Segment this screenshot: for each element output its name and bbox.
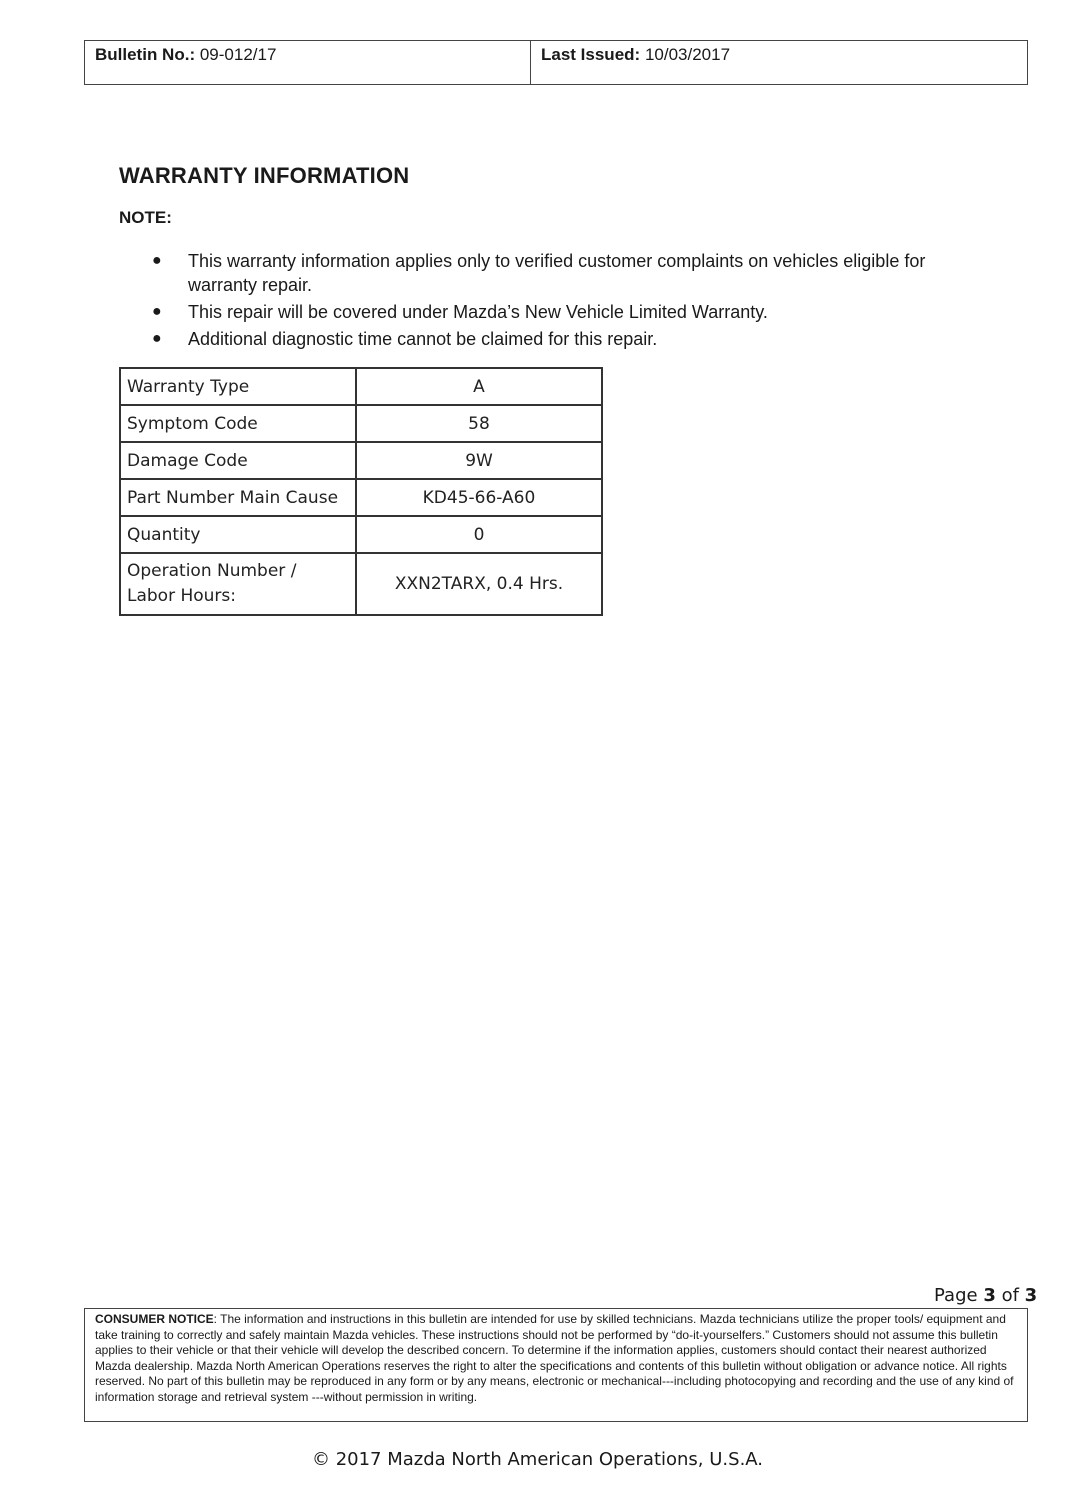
- last-issued-cell: [531, 41, 1027, 84]
- note-list: [150, 249, 990, 354]
- consumer-notice-text: : The information and instructions in this bulletin are intended for use by skilled technicians. Mazda technicians utilize the proper tools/ equipment and take training to correctly and safely maintain Mazda vehicles. These instructions should not be performed by “do-it-yourselfers.” Customers should not assume this bulletin applies to their vehicle or that their vehicle will develop the described concern. To determine if the information applies, customers should contact their nearest authorized Mazda dealership. Mazda North American Operations reserves the right to alter the specifications and contents of this bulletin without obligation or advance notice. All rights reserved. No part of this bulletin may be reproduced in any form or by any means, electronic or mechanical---including photocopying and recording and the use of any kind of information storage and retrieval system ---without permission in writing.: [95, 1312, 1014, 1404]
- bulletin-number-cell: [85, 41, 531, 84]
- part-number-label: Part Number Main Cause: [120, 479, 356, 516]
- page-prefix: Page: [934, 1285, 978, 1306]
- table-row: [120, 368, 602, 405]
- part-number-value: KD45-66-A60: [356, 479, 602, 516]
- consumer-notice-label: CONSUMER NOTICE: [95, 1312, 214, 1326]
- note-label: NOTE:: [119, 208, 172, 227]
- last-issued-value: 10/03/2017: [644, 45, 731, 64]
- bullet-icon: ●: [152, 252, 162, 269]
- warranty-table: [119, 367, 603, 616]
- table-row: [120, 442, 602, 479]
- table-row: [120, 405, 602, 442]
- last-issued-label: Last Issued:: [541, 45, 641, 64]
- damage-code-value: 9W: [356, 442, 602, 479]
- symptom-code-label: Symptom Code: [120, 405, 356, 442]
- note-item: [150, 249, 990, 297]
- page-number: [934, 1285, 1037, 1306]
- note-text: This warranty information applies only to verified customer complaints on vehicles eligible for warranty repair.: [188, 251, 926, 295]
- bullet-icon: ●: [152, 330, 162, 347]
- damage-code-label: Damage Code: [120, 442, 356, 479]
- section-title: WARRANTY INFORMATION: [119, 163, 410, 188]
- table-row: [120, 516, 602, 553]
- copyright-footer: © 2017 Mazda North American Operations, U.S.A.: [311, 1449, 764, 1470]
- table-row: [120, 553, 602, 615]
- page-total: 3: [1024, 1285, 1038, 1306]
- bulletin-header: [84, 40, 1028, 85]
- bullet-icon: ●: [152, 303, 162, 320]
- bulletin-number-value: 09-012/17: [199, 45, 277, 64]
- table-row: [120, 479, 602, 516]
- quantity-label: Quantity: [120, 516, 356, 553]
- operation-number-value: XXN2TARX, 0.4 Hrs.: [356, 553, 602, 615]
- bulletin-number-label: Bulletin No.:: [95, 45, 196, 64]
- page-of: of: [1001, 1285, 1019, 1306]
- note-text: This repair will be covered under Mazda’s New Vehicle Limited Warranty.: [188, 302, 768, 322]
- operation-number-label: Operation Number / Labor Hours:: [120, 553, 356, 615]
- page-current: 3: [983, 1285, 996, 1306]
- warranty-type-value: A: [356, 368, 602, 405]
- consumer-notice: [84, 1308, 1028, 1422]
- quantity-value: 0: [356, 516, 602, 553]
- warranty-type-label: Warranty Type: [120, 368, 356, 405]
- note-text: Additional diagnostic time cannot be claimed for this repair.: [188, 329, 658, 349]
- symptom-code-value: 58: [356, 405, 602, 442]
- note-item: [150, 300, 990, 324]
- note-item: [150, 327, 990, 351]
